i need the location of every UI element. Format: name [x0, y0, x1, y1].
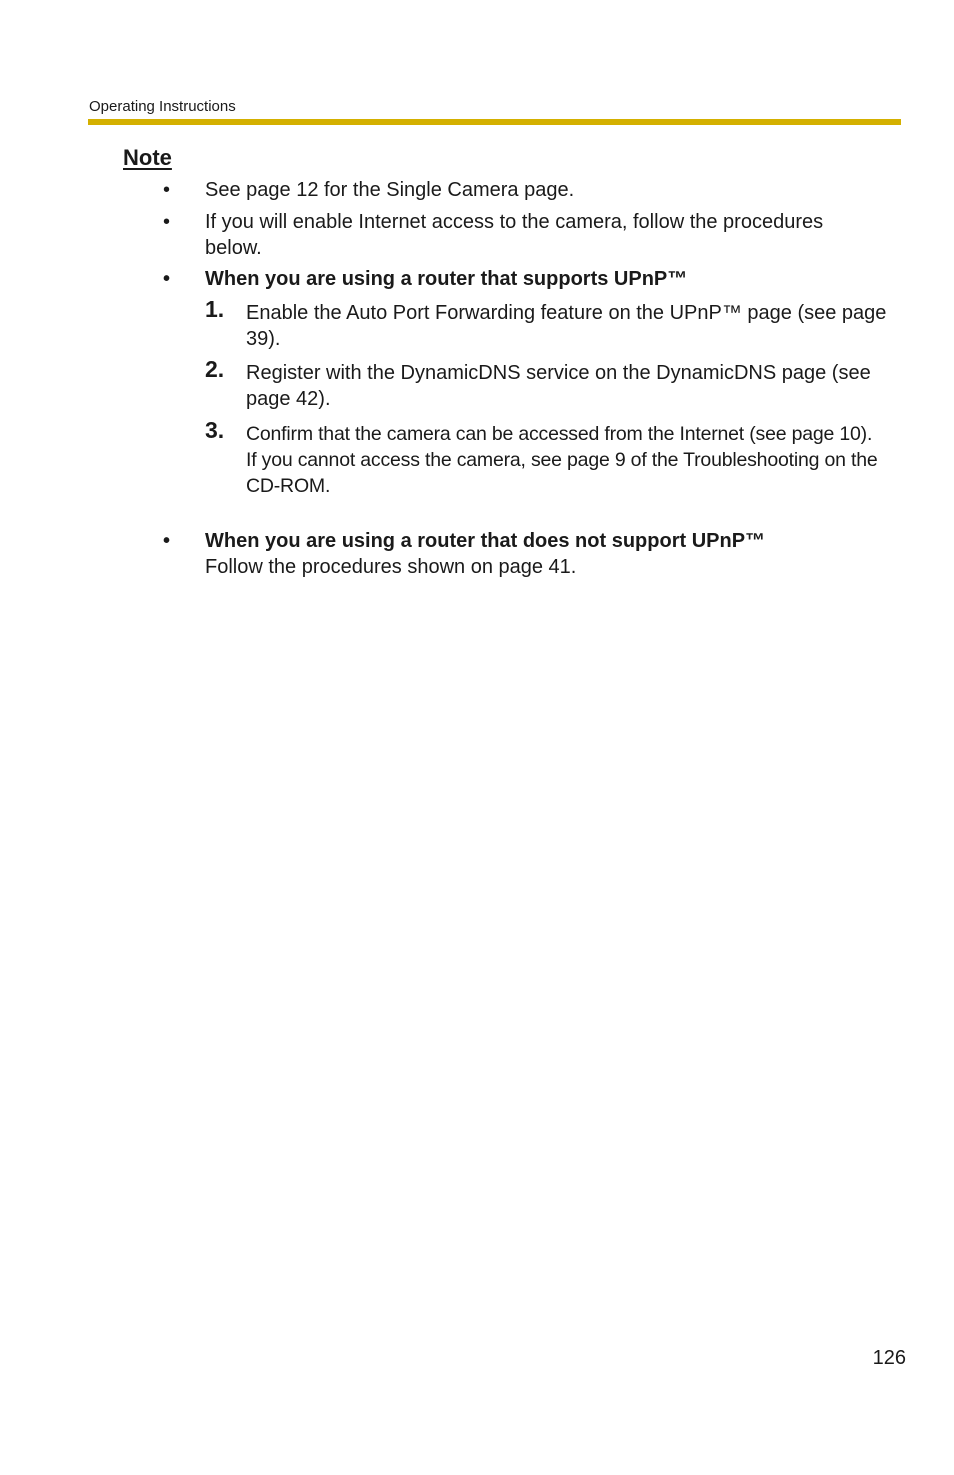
bullet-icon: •: [163, 530, 171, 552]
bullet-subtext: Follow the procedures shown on page 41.: [205, 556, 577, 578]
page-number: 126: [872, 1347, 906, 1369]
header-title: Operating Instructions: [89, 98, 236, 115]
bullet-icon: •: [163, 211, 171, 233]
bullet-heading: When you are using a router that supports UPnP™: [205, 268, 688, 290]
step-number: 2.: [205, 356, 225, 382]
bullet-content: [205, 528, 895, 580]
step-text: Confirm that the camera can be accessed from the Internet (see page 10).: [246, 423, 873, 445]
bullet-icon: •: [163, 179, 171, 201]
bullet-text: If you will enable Internet access to the camera, follow the procedures below.: [205, 211, 824, 259]
step-subtext: If you cannot access the camera, see page 9 of the Troubleshooting on the CD-ROM.: [246, 449, 878, 497]
step-content: [246, 421, 896, 499]
bullet-text: See page 12 for the Single Camera page.: [205, 179, 575, 201]
bullet-icon: •: [163, 268, 171, 290]
header-rule: [88, 119, 901, 125]
note-heading: Note: [123, 145, 172, 170]
bullet-heading: When you are using a router that does not support UPnP™: [205, 530, 766, 552]
step-text: Register with the DynamicDNS service on the DynamicDNS page (see page 42).: [246, 362, 871, 410]
step-number: 1.: [205, 296, 225, 322]
step-number: 3.: [205, 417, 225, 443]
step-text: Enable the Auto Port Forwarding feature on the UPnP™ page (see page 39).: [246, 302, 887, 350]
